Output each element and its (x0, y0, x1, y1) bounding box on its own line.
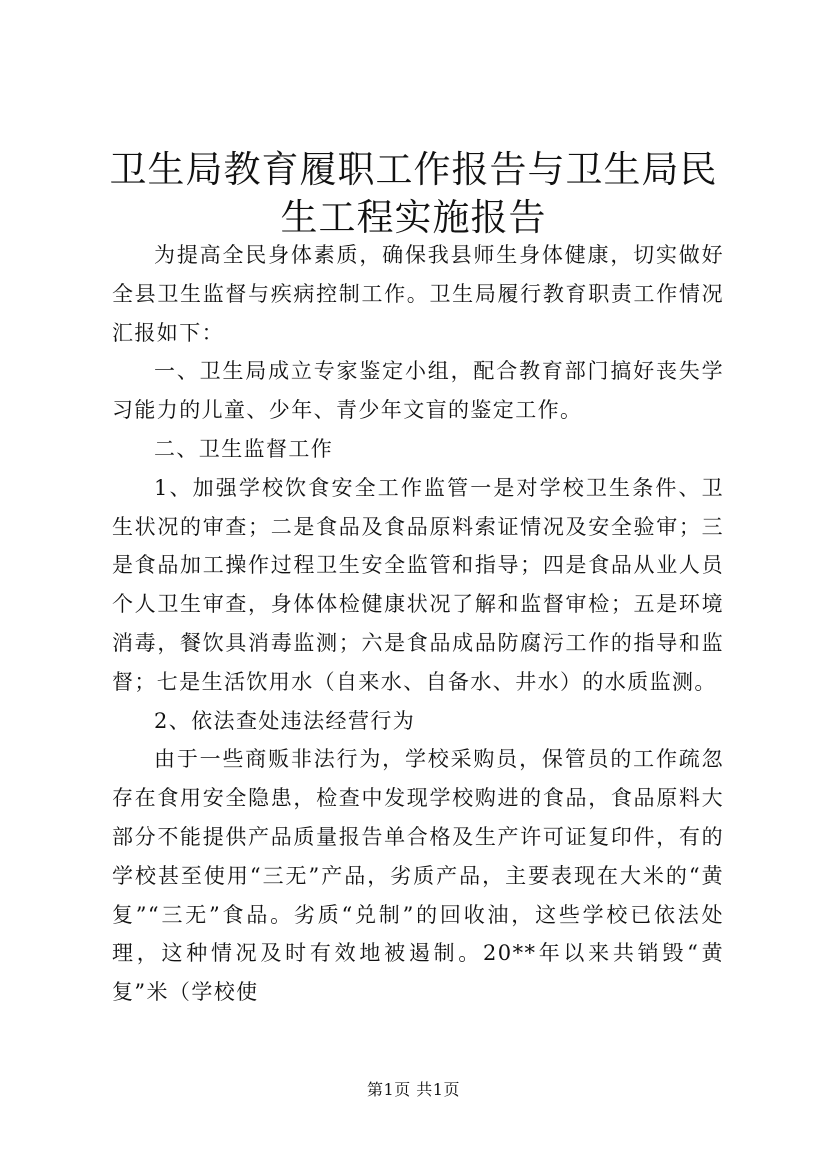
document-body (112, 236, 724, 1012)
paragraph-intro: 为提高全民身体素质，确保我县师生身体健康，切实做好全县卫生监督与疾病控制工作。卫生局履行教育职责工作情况汇报如下： (112, 243, 724, 345)
paragraph-section-1: 一、卫生局成立专家鉴定小组，配合教育部门搞好丧失学习能力的儿童、少年、青少年文盲的鉴定工作。 (112, 359, 724, 423)
paragraph-item-1: 1、加强学校饮食安全工作监管一是对学校卫生条件、卫生状况的审查；二是食品及食品原料索证情况及安全验审；三是食品加工操作过程卫生安全监管和指导；四是食品从业人员个人卫生审查，身体体检健康状况了解和监督审检；五是环境消毒，餐饮具消毒监测；六是食品成品防腐污工作的指导和监督；七是生活饮用水（自来水、自备水、井水）的水质监测。 (112, 475, 724, 694)
heading-section-2: 二、卫生监督工作 (154, 436, 334, 461)
heading-item-2: 2、依法查处违法经营行为 (154, 708, 416, 733)
document-title: 卫生局教育履职工作报告与卫生局民生工程实施报告 (109, 148, 718, 239)
paragraph-item-2-body: 由于一些商贩非法行为，学校采购员，保管员的工作疏忽存在食用安全隐患，检查中发现学校购进的食品，食品原料大部分不能提供产品质量报告单合格及生产许可证复印件，有的学校甚至使用“三无”产品，劣质产品，主要表现在大米的“黄复”“三无”食品。劣质“兑制”的回收油，这些学校已依法处理，这种情况及时有效地被遏制。20**年以来共销毁“黄复”米（学校使 (112, 747, 724, 1005)
page-number-footer: 第1页 共1页 (367, 1080, 460, 1099)
